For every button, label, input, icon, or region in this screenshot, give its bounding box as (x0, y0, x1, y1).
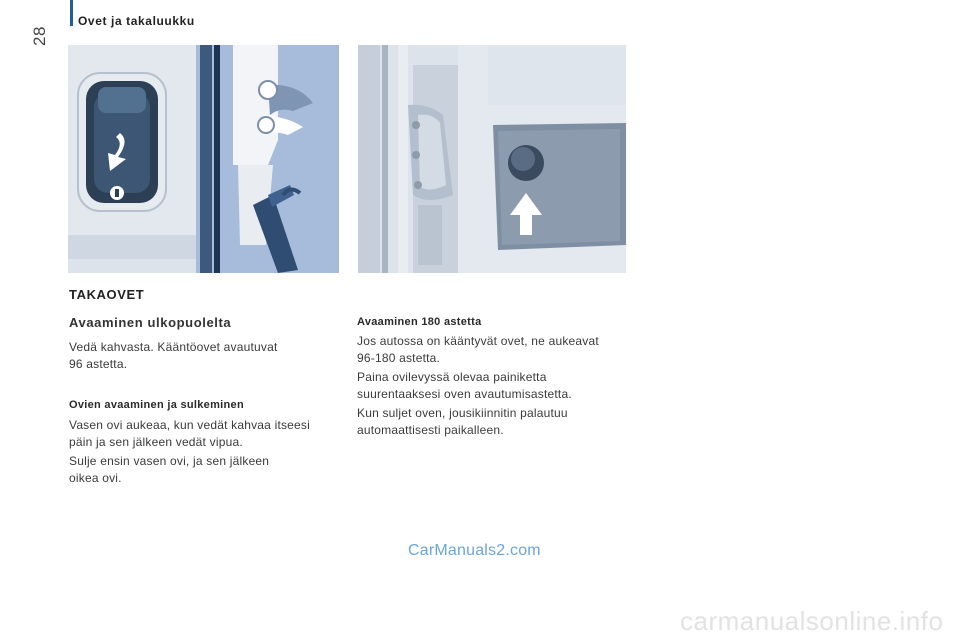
intro-line-1: Vedä kahvasta. Kääntöovet avautuvat (69, 340, 278, 354)
left-paragraph-1 (69, 417, 310, 451)
right-p3-line-2: automaattisesti paikalleen. (357, 423, 504, 437)
left-p2-line-1: Sulje ensin vasen ovi, ja sen jälkeen (69, 454, 270, 468)
page-number: 28 (30, 26, 49, 46)
carmanualsonline-watermark[interactable]: carmanualsonline.info (680, 606, 944, 636)
left-paragraph-2 (69, 453, 269, 487)
door-hinge-illustration (358, 45, 626, 273)
left-p2-line-2: oikea ovi. (69, 471, 122, 485)
right-paragraph-2 (357, 369, 572, 403)
left-subsection-title: Ovien avaaminen ja sulkeminen (69, 399, 244, 411)
intro-line-2: 96 astetta. (69, 357, 128, 371)
right-p1-line-2: 96-180 astetta. (357, 351, 441, 365)
right-p1-line-1: Jos autossa on kääntyvät ovet, ne aukeavat (357, 334, 599, 348)
carmanuals-watermark[interactable]: CarManuals2.com (408, 542, 541, 559)
main-heading: TAKAOVET (69, 287, 145, 302)
right-paragraph-3 (357, 405, 568, 439)
intro-paragraph (69, 339, 277, 373)
door-handle-drawing (68, 45, 339, 273)
right-subsection-title: Avaaminen 180 astetta (357, 316, 482, 328)
door-hinge-drawing (358, 45, 626, 273)
left-p1-line-1: Vasen ovi aukeaa, kun vedät kahvaa itseesi (69, 418, 310, 432)
section-title: Ovet ja takaluukku (78, 14, 195, 28)
right-paragraph-1 (357, 333, 599, 367)
right-p2-line-1: Paina ovilevyssä olevaa painiketta (357, 370, 547, 384)
margin-accent-bar (70, 0, 73, 26)
left-p1-line-2: päin ja sen jälkeen vedät vipua. (69, 435, 243, 449)
right-p3-line-1: Kun suljet oven, jousikiinnitin palautuu (357, 406, 568, 420)
left-subheading: Avaaminen ulkopuolelta (69, 315, 232, 330)
right-p2-line-2: suurentaaksesi oven avautumisastetta. (357, 387, 572, 401)
door-handle-illustration (68, 45, 339, 273)
